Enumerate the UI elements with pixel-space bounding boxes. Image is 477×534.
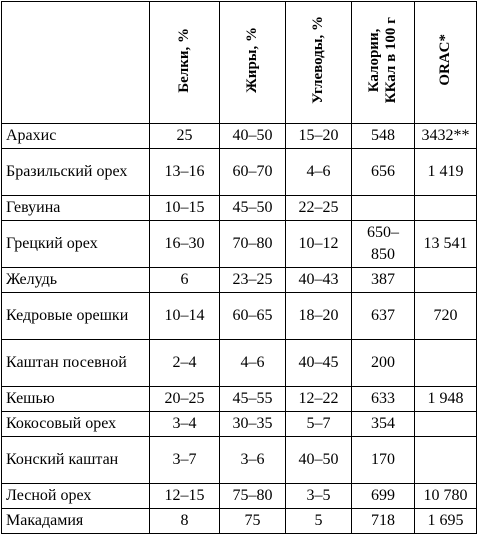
- protein-value: 12–15: [150, 484, 220, 509]
- nut-name: Бразильский орех: [2, 149, 150, 196]
- carbs-value: 5–7: [286, 412, 352, 437]
- protein-value: 6: [150, 268, 220, 293]
- nut-name: Гевуина: [2, 196, 150, 221]
- carbs-value: 5: [286, 509, 352, 534]
- nut-name: Арахис: [2, 124, 150, 149]
- protein-value: 3–7: [150, 437, 220, 484]
- nut-nutrition-table: [1, 1, 477, 534]
- calories-value: [352, 196, 415, 221]
- table-row: [2, 293, 477, 340]
- fat-value: 4–6: [220, 340, 286, 387]
- header-corner: [2, 2, 150, 124]
- orac-value: 1 948: [415, 387, 477, 412]
- calories-value: 656: [352, 149, 415, 196]
- fat-value: 75–80: [220, 484, 286, 509]
- header-orac: ORAC*: [415, 2, 477, 124]
- nut-name: Каштан посевной: [2, 340, 150, 387]
- orac-value: 13 541: [415, 221, 477, 268]
- protein-value: 13–16: [150, 149, 220, 196]
- table-row: [2, 509, 477, 534]
- nut-name: Макадамия: [2, 509, 150, 534]
- fat-value: 3–6: [220, 437, 286, 484]
- table-row: [2, 221, 477, 268]
- orac-value: 1 695: [415, 509, 477, 534]
- carbs-value: 10–12: [286, 221, 352, 268]
- table-row: [2, 437, 477, 484]
- nut-name: Кокосовый орех: [2, 412, 150, 437]
- protein-value: 10–15: [150, 196, 220, 221]
- table-row: [2, 149, 477, 196]
- calories-value: 633: [352, 387, 415, 412]
- carbs-value: 18–20: [286, 293, 352, 340]
- carbs-value: 22–25: [286, 196, 352, 221]
- carbs-value: 40–50: [286, 437, 352, 484]
- calories-value: 637: [352, 293, 415, 340]
- nut-name: Кедровые орешки: [2, 293, 150, 340]
- carbs-value: 3–5: [286, 484, 352, 509]
- table-row: [2, 124, 477, 149]
- table-row: [2, 340, 477, 387]
- protein-value: 2–4: [150, 340, 220, 387]
- orac-value: [415, 196, 477, 221]
- orac-value: 720: [415, 293, 477, 340]
- header-row: [2, 2, 477, 124]
- orac-value: 3432**: [415, 124, 477, 149]
- protein-value: 3–4: [150, 412, 220, 437]
- fat-value: 75: [220, 509, 286, 534]
- table-row: [2, 484, 477, 509]
- calories-value: 699: [352, 484, 415, 509]
- calories-value: 387: [352, 268, 415, 293]
- carbs-value: 40–45: [286, 340, 352, 387]
- carbs-value: 4–6: [286, 149, 352, 196]
- fat-value: 60–65: [220, 293, 286, 340]
- fat-value: 45–55: [220, 387, 286, 412]
- calories-value: 354: [352, 412, 415, 437]
- protein-value: 20–25: [150, 387, 220, 412]
- orac-value: 10 780: [415, 484, 477, 509]
- table-row: [2, 412, 477, 437]
- nut-name: Кешью: [2, 387, 150, 412]
- calories-value: 170: [352, 437, 415, 484]
- fat-value: 40–50: [220, 124, 286, 149]
- table-row: [2, 196, 477, 221]
- orac-value: 1 419: [415, 149, 477, 196]
- carbs-value: 40–43: [286, 268, 352, 293]
- orac-value: [415, 340, 477, 387]
- header-calories: Калории, ККал в 100 г: [352, 2, 415, 124]
- orac-value: [415, 412, 477, 437]
- orac-value: [415, 437, 477, 484]
- header-carbs: Углеводы, %: [286, 2, 352, 124]
- fat-value: 30–35: [220, 412, 286, 437]
- orac-value: [415, 268, 477, 293]
- table-row: [2, 387, 477, 412]
- fat-value: 60–70: [220, 149, 286, 196]
- table-row: [2, 268, 477, 293]
- fat-value: 70–80: [220, 221, 286, 268]
- calories-value: 650– 850: [352, 221, 415, 268]
- carbs-value: 12–22: [286, 387, 352, 412]
- protein-value: 16–30: [150, 221, 220, 268]
- calories-value: 548: [352, 124, 415, 149]
- protein-value: 8: [150, 509, 220, 534]
- nut-name: Лесной орех: [2, 484, 150, 509]
- nut-name: Грецкий орех: [2, 221, 150, 268]
- nut-name: Желудь: [2, 268, 150, 293]
- calories-value: 200: [352, 340, 415, 387]
- header-protein: Белки, %: [150, 2, 220, 124]
- fat-value: 45–50: [220, 196, 286, 221]
- header-fat: Жиры, %: [220, 2, 286, 124]
- nut-name: Конский каштан: [2, 437, 150, 484]
- fat-value: 23–25: [220, 268, 286, 293]
- calories-value: 718: [352, 509, 415, 534]
- carbs-value: 15–20: [286, 124, 352, 149]
- protein-value: 25: [150, 124, 220, 149]
- protein-value: 10–14: [150, 293, 220, 340]
